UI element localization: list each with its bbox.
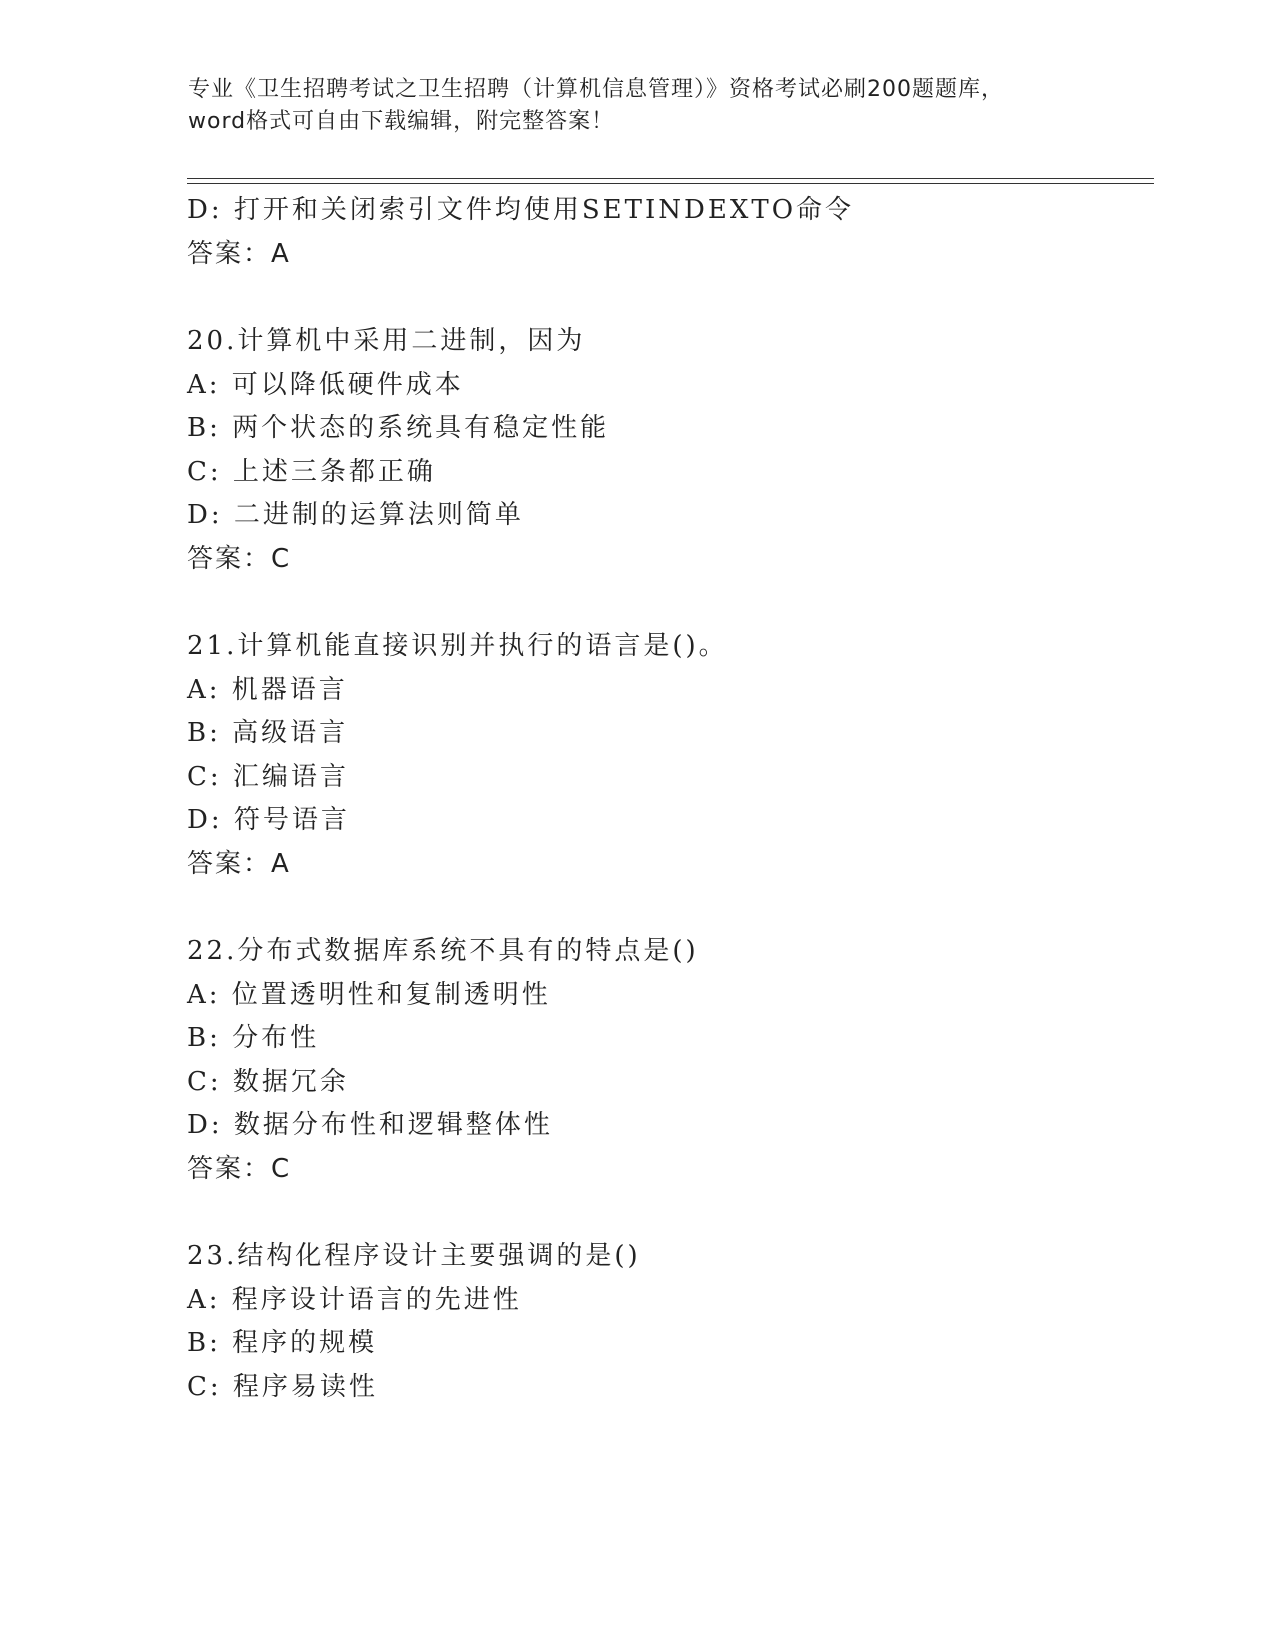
question-21-option-d: D: 符号语言 (187, 805, 350, 835)
question-22-option-b: B: 分布性 (187, 1023, 320, 1053)
header-line-2: word格式可自由下载编辑，附完整答案！ (188, 109, 615, 134)
question-23-option-a: A: 程序设计语言的先进性 (187, 1285, 522, 1315)
question-22-option-a: A: 位置透明性和复制透明性 (187, 980, 551, 1010)
header-line-1: 专业《卫生招聘考试之卫生招聘（计算机信息管理）》资格考试必刷200题题库， (188, 77, 1004, 102)
prev-question-option-d: D: 打开和关闭索引文件均使用SETINDEXTO命令 (187, 195, 855, 225)
question-22-answer: 答案：C (187, 1154, 292, 1184)
question-21-title: 21.计算机能直接识别并执行的语言是()。 (187, 631, 728, 661)
question-20-option-b: B: 两个状态的系统具有稳定性能 (187, 413, 610, 443)
header-divider-bottom (187, 183, 1154, 184)
question-21-option-b: B: 高级语言 (187, 718, 349, 748)
prev-question-answer: 答案：A (187, 239, 291, 269)
question-21-answer: 答案：A (187, 849, 291, 879)
question-20-title: 20.计算机中采用二进制，因为 (187, 326, 586, 356)
question-23-option-c: C: 程序易读性 (187, 1372, 378, 1402)
question-20-option-c: C: 上述三条都正确 (187, 457, 436, 487)
header-divider-top (187, 178, 1154, 179)
question-23-title: 23.结构化程序设计主要强调的是() (187, 1241, 641, 1271)
question-20-answer: 答案：C (187, 544, 292, 574)
question-22-option-c: C: 数据冗余 (187, 1067, 349, 1097)
question-20-option-a: A: 可以降低硬件成本 (187, 370, 464, 400)
question-23-option-b: B: 程序的规模 (187, 1328, 378, 1358)
question-21-option-c: C: 汇编语言 (187, 762, 349, 792)
question-22-title: 22.分布式数据库系统不具有的特点是() (187, 936, 699, 966)
question-22-option-d: D: 数据分布性和逻辑整体性 (187, 1110, 553, 1140)
question-20-option-d: D: 二进制的运算法则简单 (187, 500, 524, 530)
question-21-option-a: A: 机器语言 (187, 675, 348, 705)
document-header (188, 74, 1088, 138)
